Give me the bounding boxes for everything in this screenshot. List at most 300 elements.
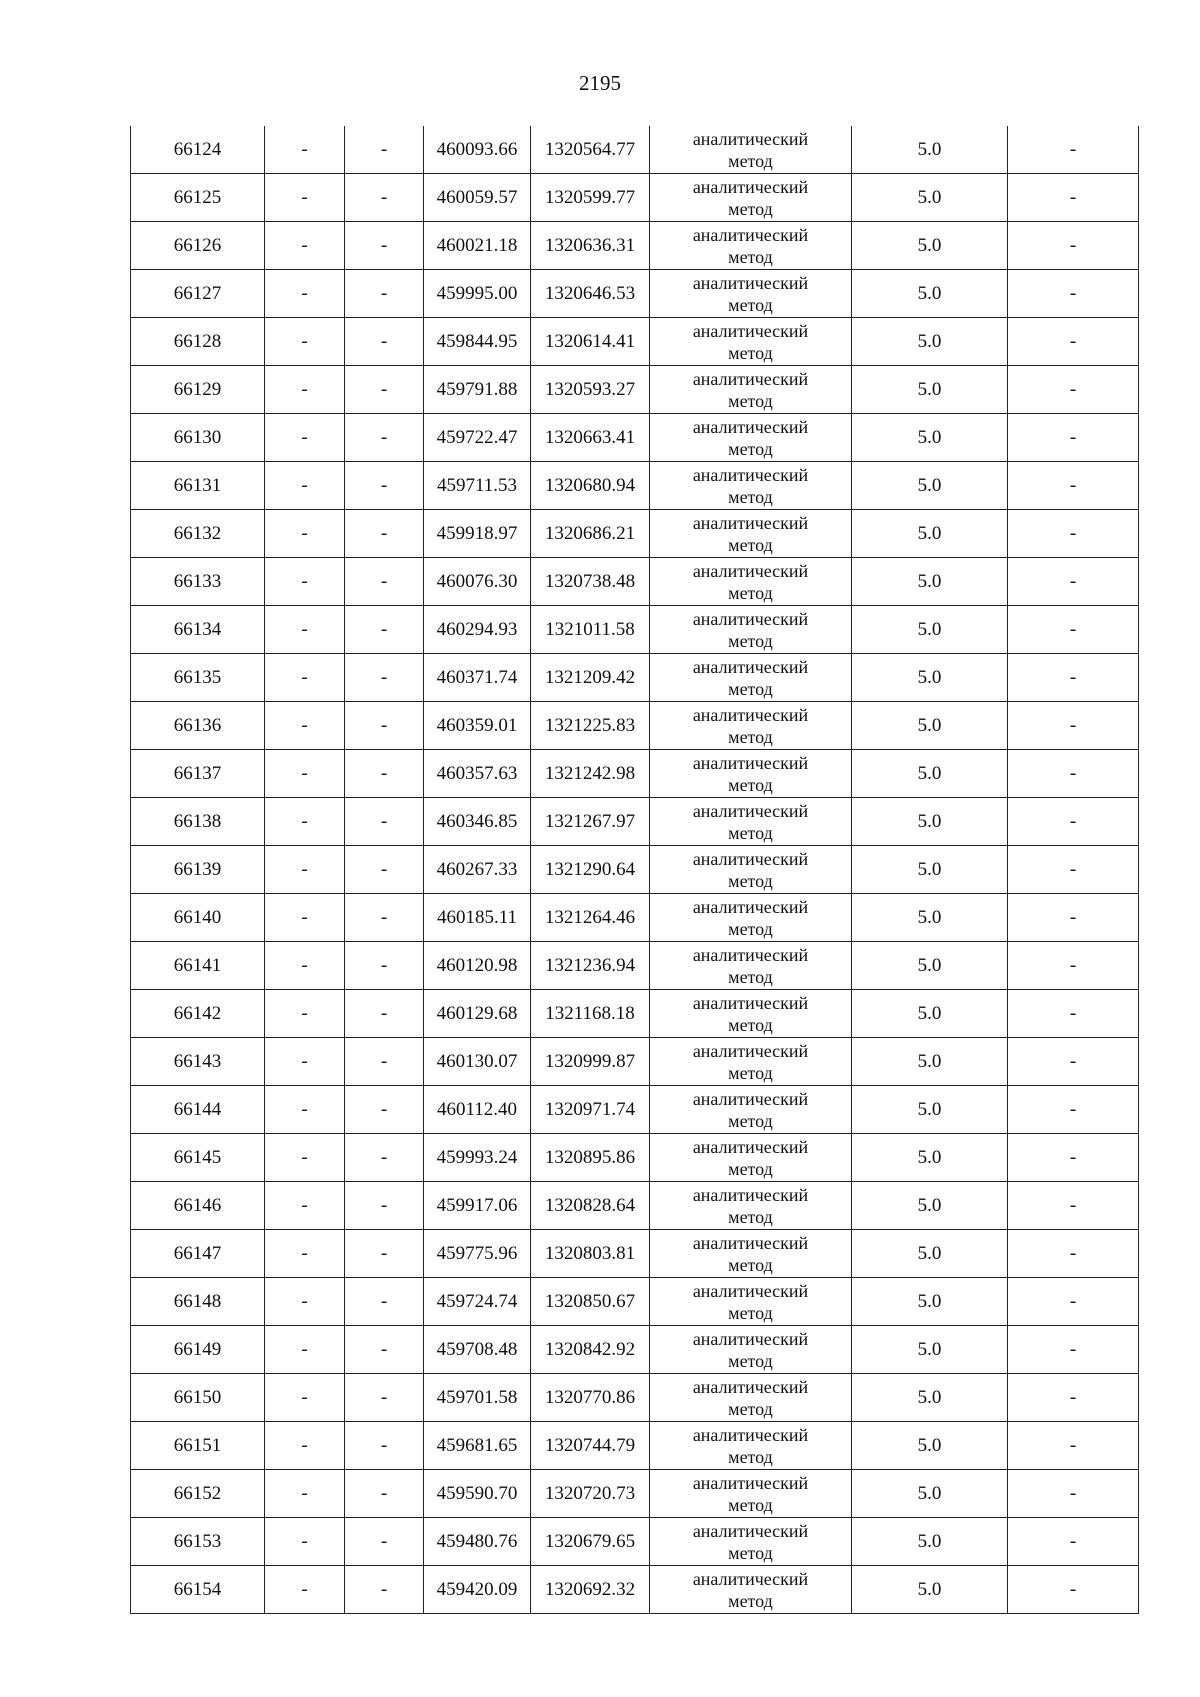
method-cell: [650, 126, 852, 174]
accuracy-cell: 5.0: [852, 942, 1008, 990]
point-number-cell: 66149: [131, 1326, 265, 1374]
method-line-2: метод: [728, 198, 773, 219]
coordinate-x-cell: 460059.57: [424, 174, 531, 222]
method-line-1: аналитический: [692, 272, 809, 293]
accuracy-cell: 5.0: [852, 1374, 1008, 1422]
empty-value-cell: -: [1008, 222, 1139, 270]
empty-value-cell: -: [1008, 1518, 1139, 1566]
coordinate-y-cell: 1320593.27: [531, 366, 650, 414]
accuracy-cell: 5.0: [852, 1566, 1008, 1614]
point-number-cell: 66154: [131, 1566, 265, 1614]
method-line-2: метод: [728, 1158, 773, 1179]
coordinate-y-cell: 1320564.77: [531, 126, 650, 174]
empty-value-cell: -: [265, 1470, 345, 1518]
method-cell: [650, 1518, 852, 1566]
coordinate-x-cell: 459775.96: [424, 1230, 531, 1278]
empty-value-cell: -: [345, 126, 424, 174]
method-line-2: метод: [728, 1014, 773, 1035]
coordinate-y-cell: 1321225.83: [531, 702, 650, 750]
empty-value-cell: -: [1008, 1470, 1139, 1518]
coordinate-x-cell: 460076.30: [424, 558, 531, 606]
coordinate-y-cell: 1320636.31: [531, 222, 650, 270]
method-cell: [650, 894, 852, 942]
accuracy-cell: 5.0: [852, 558, 1008, 606]
method-cell: [650, 606, 852, 654]
coordinate-x-cell: 459791.88: [424, 366, 531, 414]
coordinate-x-cell: 459480.76: [424, 1518, 531, 1566]
empty-value-cell: -: [345, 270, 424, 318]
coordinate-x-cell: 460112.40: [424, 1086, 531, 1134]
table-row: [131, 462, 1139, 510]
empty-value-cell: -: [345, 1038, 424, 1086]
empty-value-cell: -: [1008, 1374, 1139, 1422]
coordinate-y-cell: 1321267.97: [531, 798, 650, 846]
accuracy-cell: 5.0: [852, 1278, 1008, 1326]
method-cell: [650, 414, 852, 462]
empty-value-cell: -: [265, 126, 345, 174]
empty-value-cell: -: [345, 1134, 424, 1182]
empty-value-cell: -: [345, 750, 424, 798]
accuracy-cell: 5.0: [852, 1230, 1008, 1278]
table-row: [131, 126, 1139, 174]
empty-value-cell: -: [265, 1230, 345, 1278]
table-row: [131, 1470, 1139, 1518]
method-line-1: аналитический: [692, 368, 809, 389]
method-line-2: метод: [728, 630, 773, 651]
accuracy-cell: 5.0: [852, 894, 1008, 942]
empty-value-cell: -: [265, 318, 345, 366]
table-row: [131, 1518, 1139, 1566]
method-cell: [650, 1374, 852, 1422]
accuracy-cell: 5.0: [852, 1470, 1008, 1518]
empty-value-cell: -: [345, 798, 424, 846]
point-number-cell: 66136: [131, 702, 265, 750]
point-number-cell: 66128: [131, 318, 265, 366]
coordinate-y-cell: 1320738.48: [531, 558, 650, 606]
table-row: [131, 1086, 1139, 1134]
empty-value-cell: -: [1008, 702, 1139, 750]
empty-value-cell: -: [265, 1086, 345, 1134]
method-cell: [650, 174, 852, 222]
method-line-2: метод: [728, 294, 773, 315]
coordinate-x-cell: 460267.33: [424, 846, 531, 894]
method-cell: [650, 942, 852, 990]
method-line-1: аналитический: [692, 416, 809, 437]
method-line-1: аналитический: [692, 1232, 809, 1253]
coordinate-x-cell: 459844.95: [424, 318, 531, 366]
table-row: [131, 1566, 1139, 1614]
accuracy-cell: 5.0: [852, 990, 1008, 1038]
accuracy-cell: 5.0: [852, 510, 1008, 558]
empty-value-cell: -: [265, 1518, 345, 1566]
point-number-cell: 66146: [131, 1182, 265, 1230]
method-line-1: аналитический: [692, 800, 809, 821]
coordinate-x-cell: 459918.97: [424, 510, 531, 558]
coordinate-x-cell: 460294.93: [424, 606, 531, 654]
method-line-1: аналитический: [692, 752, 809, 773]
empty-value-cell: -: [345, 1518, 424, 1566]
empty-value-cell: -: [345, 990, 424, 1038]
table-body: [131, 126, 1139, 1614]
method-line-2: метод: [728, 1302, 773, 1323]
accuracy-cell: 5.0: [852, 318, 1008, 366]
accuracy-cell: 5.0: [852, 1326, 1008, 1374]
method-line-2: метод: [728, 390, 773, 411]
coordinate-y-cell: 1320744.79: [531, 1422, 650, 1470]
accuracy-cell: 5.0: [852, 798, 1008, 846]
accuracy-cell: 5.0: [852, 846, 1008, 894]
empty-value-cell: -: [265, 942, 345, 990]
coordinate-x-cell: 459590.70: [424, 1470, 531, 1518]
coordinate-y-cell: 1320679.65: [531, 1518, 650, 1566]
method-line-1: аналитический: [692, 1040, 809, 1061]
method-line-1: аналитический: [692, 128, 809, 149]
point-number-cell: 66152: [131, 1470, 265, 1518]
coordinate-y-cell: 1320842.92: [531, 1326, 650, 1374]
empty-value-cell: -: [265, 606, 345, 654]
method-line-2: метод: [728, 870, 773, 891]
empty-value-cell: -: [265, 1374, 345, 1422]
coordinate-y-cell: 1320971.74: [531, 1086, 650, 1134]
method-line-2: метод: [728, 726, 773, 747]
method-cell: [650, 654, 852, 702]
empty-value-cell: -: [1008, 366, 1139, 414]
empty-value-cell: -: [1008, 1134, 1139, 1182]
point-number-cell: 66148: [131, 1278, 265, 1326]
coordinate-x-cell: 459420.09: [424, 1566, 531, 1614]
method-cell: [650, 1230, 852, 1278]
empty-value-cell: -: [1008, 270, 1139, 318]
method-line-1: аналитический: [692, 1472, 809, 1493]
empty-value-cell: -: [265, 798, 345, 846]
table-row: [131, 1230, 1139, 1278]
point-number-cell: 66125: [131, 174, 265, 222]
point-number-cell: 66131: [131, 462, 265, 510]
method-line-2: метод: [728, 246, 773, 267]
coordinate-x-cell: 460359.01: [424, 702, 531, 750]
empty-value-cell: -: [265, 1182, 345, 1230]
point-number-cell: 66147: [131, 1230, 265, 1278]
coordinate-x-cell: 459724.74: [424, 1278, 531, 1326]
method-line-2: метод: [728, 582, 773, 603]
accuracy-cell: 5.0: [852, 126, 1008, 174]
coordinate-y-cell: 1321242.98: [531, 750, 650, 798]
method-line-1: аналитический: [692, 560, 809, 581]
empty-value-cell: -: [345, 1182, 424, 1230]
empty-value-cell: -: [265, 894, 345, 942]
accuracy-cell: 5.0: [852, 1038, 1008, 1086]
point-number-cell: 66130: [131, 414, 265, 462]
method-line-1: аналитический: [692, 992, 809, 1013]
empty-value-cell: -: [1008, 894, 1139, 942]
empty-value-cell: -: [345, 1374, 424, 1422]
accuracy-cell: 5.0: [852, 270, 1008, 318]
method-line-1: аналитический: [692, 1568, 809, 1589]
point-number-cell: 66127: [131, 270, 265, 318]
method-line-1: аналитический: [692, 848, 809, 869]
coordinate-y-cell: 1320720.73: [531, 1470, 650, 1518]
empty-value-cell: -: [265, 1566, 345, 1614]
empty-value-cell: -: [345, 1086, 424, 1134]
method-line-2: метод: [728, 1398, 773, 1419]
table-row: [131, 1134, 1139, 1182]
table-row: [131, 894, 1139, 942]
point-number-cell: 66151: [131, 1422, 265, 1470]
coordinate-y-cell: 1320828.64: [531, 1182, 650, 1230]
method-cell: [650, 846, 852, 894]
table-row: [131, 750, 1139, 798]
empty-value-cell: -: [265, 1326, 345, 1374]
method-line-2: метод: [728, 1350, 773, 1371]
method-line-1: аналитический: [692, 1424, 809, 1445]
point-number-cell: 66141: [131, 942, 265, 990]
coordinate-y-cell: 1321290.64: [531, 846, 650, 894]
table-row: [131, 414, 1139, 462]
method-cell: [650, 1182, 852, 1230]
method-line-2: метод: [728, 150, 773, 171]
coordinate-x-cell: 460120.98: [424, 942, 531, 990]
coordinate-y-cell: 1320663.41: [531, 414, 650, 462]
coordinate-x-cell: 460129.68: [424, 990, 531, 1038]
method-line-2: метод: [728, 534, 773, 555]
empty-value-cell: -: [345, 1278, 424, 1326]
accuracy-cell: 5.0: [852, 750, 1008, 798]
empty-value-cell: -: [345, 606, 424, 654]
table-row: [131, 702, 1139, 750]
method-cell: [650, 1038, 852, 1086]
empty-value-cell: -: [345, 1470, 424, 1518]
table-row: [131, 1374, 1139, 1422]
method-line-1: аналитический: [692, 944, 809, 965]
method-line-2: метод: [728, 918, 773, 939]
point-number-cell: 66150: [131, 1374, 265, 1422]
accuracy-cell: 5.0: [852, 1422, 1008, 1470]
coordinate-y-cell: 1320680.94: [531, 462, 650, 510]
coordinate-y-cell: 1320770.86: [531, 1374, 650, 1422]
coordinate-y-cell: 1320850.67: [531, 1278, 650, 1326]
accuracy-cell: 5.0: [852, 174, 1008, 222]
method-line-1: аналитический: [692, 320, 809, 341]
coordinate-y-cell: 1321168.18: [531, 990, 650, 1038]
method-line-2: метод: [728, 1062, 773, 1083]
accuracy-cell: 5.0: [852, 702, 1008, 750]
method-line-2: метод: [728, 1110, 773, 1131]
method-line-2: метод: [728, 1542, 773, 1563]
method-line-1: аналитический: [692, 176, 809, 197]
coordinate-x-cell: 460357.63: [424, 750, 531, 798]
empty-value-cell: -: [1008, 846, 1139, 894]
method-line-1: аналитический: [692, 224, 809, 245]
coordinate-x-cell: 460130.07: [424, 1038, 531, 1086]
accuracy-cell: 5.0: [852, 462, 1008, 510]
table-row: [131, 846, 1139, 894]
coordinate-x-cell: 459708.48: [424, 1326, 531, 1374]
method-cell: [650, 462, 852, 510]
table-row: [131, 798, 1139, 846]
empty-value-cell: -: [265, 270, 345, 318]
empty-value-cell: -: [1008, 1182, 1139, 1230]
method-line-1: аналитический: [692, 1376, 809, 1397]
point-number-cell: 66142: [131, 990, 265, 1038]
point-number-cell: 66138: [131, 798, 265, 846]
table-row: [131, 942, 1139, 990]
method-line-1: аналитический: [692, 704, 809, 725]
method-cell: [650, 1134, 852, 1182]
empty-value-cell: -: [345, 654, 424, 702]
table-row: [131, 1038, 1139, 1086]
method-line-1: аналитический: [692, 1088, 809, 1109]
coordinate-x-cell: 459701.58: [424, 1374, 531, 1422]
empty-value-cell: -: [345, 414, 424, 462]
coordinate-x-cell: 460185.11: [424, 894, 531, 942]
method-line-2: метод: [728, 678, 773, 699]
table-row: [131, 1326, 1139, 1374]
table-row: [131, 990, 1139, 1038]
empty-value-cell: -: [1008, 1422, 1139, 1470]
empty-value-cell: -: [1008, 1326, 1139, 1374]
point-number-cell: 66134: [131, 606, 265, 654]
method-line-1: аналитический: [692, 1520, 809, 1541]
method-cell: [650, 222, 852, 270]
method-cell: [650, 1566, 852, 1614]
empty-value-cell: -: [1008, 942, 1139, 990]
empty-value-cell: -: [265, 174, 345, 222]
empty-value-cell: -: [1008, 1230, 1139, 1278]
empty-value-cell: -: [1008, 990, 1139, 1038]
method-line-2: метод: [728, 486, 773, 507]
coordinate-y-cell: 1320599.77: [531, 174, 650, 222]
point-number-cell: 66144: [131, 1086, 265, 1134]
point-number-cell: 66133: [131, 558, 265, 606]
empty-value-cell: -: [345, 1326, 424, 1374]
table-row: [131, 510, 1139, 558]
method-line-2: метод: [728, 1446, 773, 1467]
method-line-2: метод: [728, 438, 773, 459]
method-cell: [650, 1326, 852, 1374]
point-number-cell: 66143: [131, 1038, 265, 1086]
empty-value-cell: -: [265, 462, 345, 510]
coordinate-x-cell: 460346.85: [424, 798, 531, 846]
method-cell: [650, 702, 852, 750]
accuracy-cell: 5.0: [852, 1518, 1008, 1566]
point-number-cell: 66135: [131, 654, 265, 702]
point-number-cell: 66137: [131, 750, 265, 798]
empty-value-cell: -: [265, 846, 345, 894]
method-line-1: аналитический: [692, 608, 809, 629]
empty-value-cell: -: [345, 222, 424, 270]
coordinate-x-cell: 459681.65: [424, 1422, 531, 1470]
accuracy-cell: 5.0: [852, 366, 1008, 414]
coordinate-y-cell: 1320692.32: [531, 1566, 650, 1614]
coordinate-y-cell: 1320895.86: [531, 1134, 650, 1182]
table-row: [131, 654, 1139, 702]
empty-value-cell: -: [265, 222, 345, 270]
empty-value-cell: -: [265, 366, 345, 414]
empty-value-cell: -: [265, 414, 345, 462]
method-line-1: аналитический: [692, 1136, 809, 1157]
empty-value-cell: -: [265, 654, 345, 702]
coordinate-x-cell: 459722.47: [424, 414, 531, 462]
page-number: 2195: [579, 71, 621, 95]
method-line-1: аналитический: [692, 656, 809, 677]
method-line-1: аналитический: [692, 896, 809, 917]
point-number-cell: 66132: [131, 510, 265, 558]
empty-value-cell: -: [265, 558, 345, 606]
empty-value-cell: -: [265, 1278, 345, 1326]
empty-value-cell: -: [345, 942, 424, 990]
method-line-2: метод: [728, 1494, 773, 1515]
point-number-cell: 66124: [131, 126, 265, 174]
coordinate-y-cell: 1320999.87: [531, 1038, 650, 1086]
table-row: [131, 366, 1139, 414]
coordinate-y-cell: 1320686.21: [531, 510, 650, 558]
coordinate-x-cell: 459993.24: [424, 1134, 531, 1182]
coordinate-y-cell: 1321011.58: [531, 606, 650, 654]
method-line-2: метод: [728, 1206, 773, 1227]
method-cell: [650, 990, 852, 1038]
method-line-2: метод: [728, 822, 773, 843]
coordinate-x-cell: 460371.74: [424, 654, 531, 702]
empty-value-cell: -: [1008, 1086, 1139, 1134]
accuracy-cell: 5.0: [852, 1086, 1008, 1134]
method-cell: [650, 1278, 852, 1326]
empty-value-cell: -: [1008, 654, 1139, 702]
empty-value-cell: -: [1008, 798, 1139, 846]
empty-value-cell: -: [345, 366, 424, 414]
method-cell: [650, 798, 852, 846]
point-number-cell: 66140: [131, 894, 265, 942]
table-row: [131, 318, 1139, 366]
coordinate-y-cell: 1321209.42: [531, 654, 650, 702]
empty-value-cell: -: [265, 1038, 345, 1086]
method-line-1: аналитический: [692, 1280, 809, 1301]
empty-value-cell: -: [265, 510, 345, 558]
empty-value-cell: -: [345, 894, 424, 942]
accuracy-cell: 5.0: [852, 654, 1008, 702]
method-cell: [650, 1422, 852, 1470]
coordinate-y-cell: 1321236.94: [531, 942, 650, 990]
method-line-1: аналитический: [692, 512, 809, 533]
empty-value-cell: -: [265, 702, 345, 750]
coordinate-x-cell: 459711.53: [424, 462, 531, 510]
empty-value-cell: -: [1008, 558, 1139, 606]
empty-value-cell: -: [1008, 318, 1139, 366]
coordinate-x-cell: 460021.18: [424, 222, 531, 270]
coordinate-y-cell: 1320803.81: [531, 1230, 650, 1278]
point-number-cell: 66153: [131, 1518, 265, 1566]
method-cell: [650, 1470, 852, 1518]
empty-value-cell: -: [1008, 174, 1139, 222]
empty-value-cell: -: [265, 990, 345, 1038]
method-line-2: метод: [728, 966, 773, 987]
empty-value-cell: -: [1008, 750, 1139, 798]
accuracy-cell: 5.0: [852, 606, 1008, 654]
method-cell: [650, 1086, 852, 1134]
accuracy-cell: 5.0: [852, 222, 1008, 270]
table-row: [131, 558, 1139, 606]
empty-value-cell: -: [1008, 1038, 1139, 1086]
empty-value-cell: -: [1008, 1566, 1139, 1614]
coordinate-x-cell: 459917.06: [424, 1182, 531, 1230]
method-line-2: метод: [728, 1590, 773, 1611]
method-cell: [650, 366, 852, 414]
coordinate-x-cell: 459995.00: [424, 270, 531, 318]
empty-value-cell: -: [345, 462, 424, 510]
method-cell: [650, 558, 852, 606]
coordinate-x-cell: 460093.66: [424, 126, 531, 174]
method-line-1: аналитический: [692, 1328, 809, 1349]
empty-value-cell: -: [1008, 126, 1139, 174]
